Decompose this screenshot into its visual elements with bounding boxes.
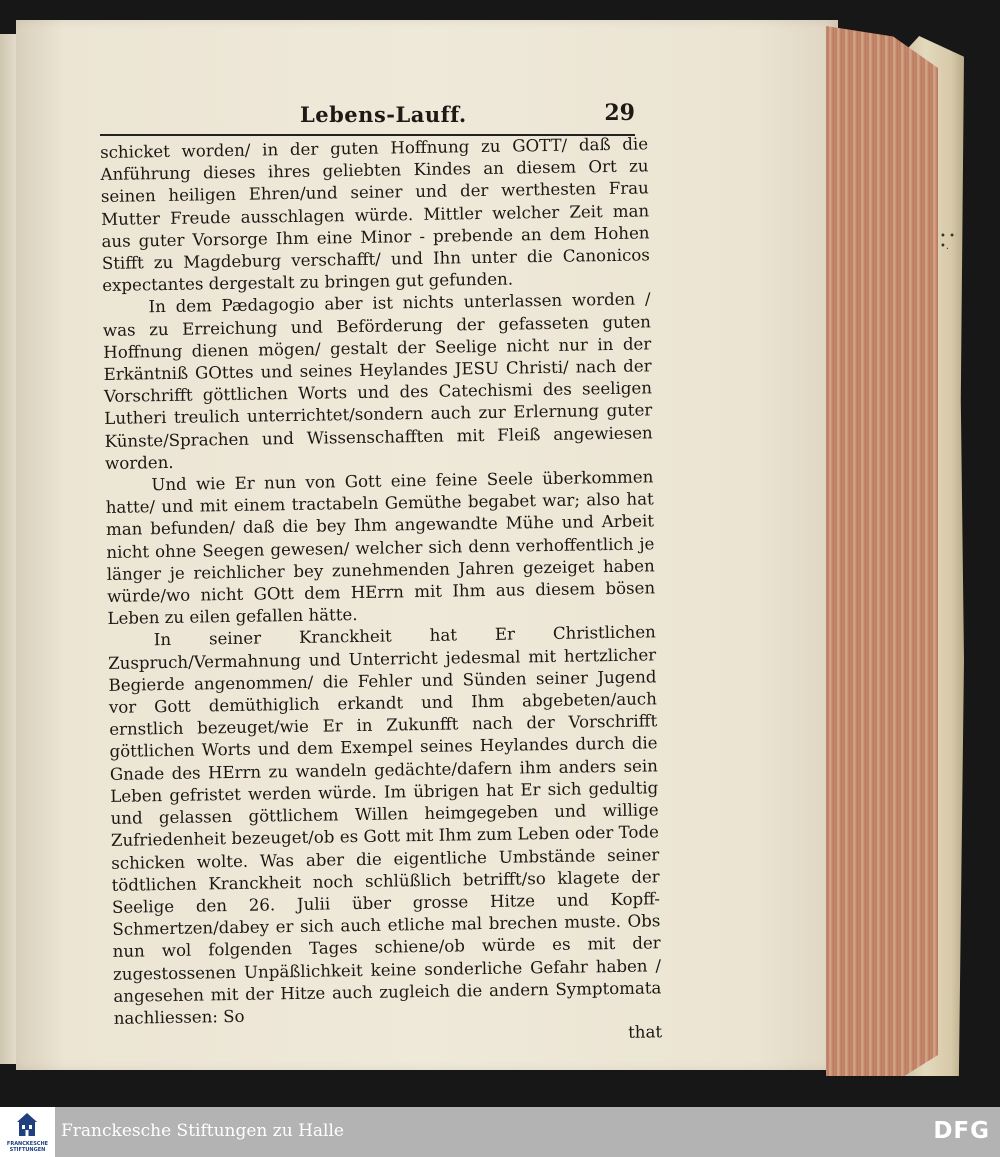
paragraph: Und wie Er nun von Gott eine feine Seele überkommen hatte/ und mit einem tractabeln Gemüthe begabet war; also hat man befunden/ daß die bey Ihm angewandte Mühe und Arbeit nicht ohne Seegen gewesen/ welcher sich denn verhoffentlich je länger je reichlicher bey zunehmenden Jahren gezeiget haben würde/wo nicht GOtt dem HErrn mit Ihm aus diesem bösen Leben zu eilen gefallen hätte. (105, 467, 656, 629)
page-header (100, 100, 635, 136)
page-block-edge (826, 26, 938, 1076)
catchword: that (627, 1022, 663, 1042)
viewer-footer (0, 1107, 1000, 1157)
institution-logo[interactable] (0, 1107, 55, 1157)
facing-page-edge (0, 34, 16, 1064)
logo-text: FRANCKESCHE STIFTUNGEN (6, 1141, 49, 1153)
page-number: 29 (604, 100, 635, 126)
binding-marks: • • •. (940, 231, 955, 252)
paragraph: schicket worden/ in der guten Hoffnung zu GOTT/ daß die Anführung dieses ihres geliebten Kindes an diesem Ort zu seinen heiligen Ehren/und seiner und der werthesten Frau Mutter Freude ausschlagen würde. Mittler welcher Zeit man aus guter Vorsorge Ihm eine Minor - prebende an dem Hohen Stifft zu Magdeburg verschafft/ und Ihn unter die Canonicos expectantes dergestalt zu bringen gut gefunden. (100, 134, 650, 296)
paragraph: In seiner Kranckheit hat Er Christlichen Zuspruch/Vermahnung und Unterricht jedesmal mit hertzlicher Begierde angenommen/ die Fehler und Sünden seiner Jugend vor Gott demüthiglich erkandt und Ihm abgebeten/auch ernstlich bezeuget/wie Er in Zukunfft nach der Vorschrifft göttlichen Worts und dem Exempel seines Heylandes durch die Gnade des HErrn zu wandeln gedächte/dafern ihm anders sein Leben gefristet werden würde. Im übrigen hat Er sich gedultig und gelassen göttlichem Willen heimgegeben und willige Zufriedenheit bezeuget/ob es Gott mit Ihm zum Leben oder Tode schicken wolte. Was aber die eigentliche Umbstände seiner tödtlichen Kranckheit noch schlüßlich betrifft/so klagete der Seelige den 26. Julii über grosse Hitze und Kopff-Schmertzen/dabey er sich auch etliche mal brechen muste. Obs nun wol folgenden Tages schiene/ob würde es mit der zugestossenen Unpäßlichkeit keine sonderliche Gefahr haben / angesehen mit der Hitze auch zugleich die andern Symptomata nachliessen: So (108, 622, 662, 1028)
paragraph: In dem Pædagogio aber ist nichts unterlassen worden / was zu Erreichung und Beförderung der gefasseten guten Hoffnung dienen mögen/ gestalt der Seelige nicht nur in der Erkäntniß GOttes und seines Heylandes JESU Christi/ nach der Vorschrifft göttlichen Worts und des Catechismi des seeligen Lutheri treulich unterrichtet/sondern auch zur Erlernung guter Künste/Sprachen und Wissenschafften mit Fleiß angewiesen worden. (102, 289, 653, 473)
running-title: Lebens-Lauff. (300, 102, 467, 127)
institution-name[interactable]: Franckesche Stiftungen zu Halle (61, 1121, 344, 1141)
orphanage-building-icon (17, 1113, 37, 1137)
dfg-logo[interactable]: DFG (933, 1118, 990, 1144)
body-text (100, 133, 662, 1052)
